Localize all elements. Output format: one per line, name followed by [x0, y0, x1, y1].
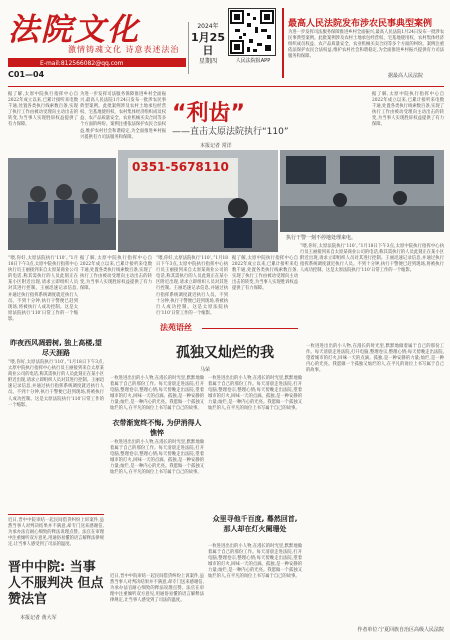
date-year: 2024年: [197, 23, 219, 30]
masthead-rule: [8, 86, 444, 87]
head-news-divider: [282, 8, 284, 78]
photo-caption: 执行干警一刻不停地处理来电。: [286, 235, 357, 241]
column-footer: 作者单位:宁夏回族自治区高级人民法院: [357, 627, 444, 633]
feature-title: “利齿”: [172, 101, 245, 126]
date-weekday: 星期四: [198, 58, 217, 65]
lower-rule: [8, 514, 104, 515]
feature-byline: 本报记者 常洋: [200, 143, 232, 149]
feature-section-heading-2: 衣带渐宽终不悔, 为伊消得人憔悴: [112, 419, 202, 437]
qr-code-icon[interactable]: [228, 8, 276, 56]
lower-title: 晋中中院: 当事人不服判决 但点赞法官: [8, 560, 104, 607]
head-news-title: 最高人民法院发布涉农民事典型案例: [288, 19, 433, 29]
feature-intro-2: 为进一步发挥司法服务保障推进乡村全面振兴,最高人民法院1月24日发布一批涉农民事典型案例。此批案例涉及农村土地承包经营权、宅基地使用权、农村集体经济组织成员权益、农产品质量安全、农业机械买卖合同等多个方面的纠纷。案例注重依法保护农民合法权益,维护农村社会和谐稳定,为全面推进乡村振兴提供有力司法服务和保障。: [80, 92, 166, 140]
photo-hotline: [118, 150, 278, 252]
column-tag-rule: [202, 328, 298, 329]
feature-body-mid: 据了解,太原中院执行指挥中心自2022年成立以来,已累计接听来电数千通,处置各类执行线索数百条,实现了执行工作由被动受理向主动出击的转变,为当事人实现胜诉权益提供了有力保障。: [80, 256, 152, 292]
column-title: 孤独又灿烂的我: [176, 345, 274, 361]
masthead-title: 法院文化: [8, 12, 140, 48]
masthead-email[interactable]: E-mail:812566082@qq.com: [40, 60, 124, 67]
feature-intro: 据了解,太原中院执行指挥中心自2022年成立以来,已累计接听来电数千通,处置各类执行线索数百条,实现了执行工作由被动受理向主动出击的转变,为当事人实现胜诉权益提供了有力保障。: [8, 92, 78, 128]
feature-body-mid-2: “喂,你好,太原法院执行‘110’。”1月18日下午3点,太原中院执行指挥中心执行员王丽接到来自太原某商业公司的电话,称其需执行的人员此刻正在某小区附近出现,请求立即组织人员对其进行控制。王丽迅速记录信息,并通过执行指挥系统调度就近执行人员。不到十分钟,执行干警便已赶到现场,将被执行人成功控制。这是太原法院执行‘110’日常工作的一个缩影。: [156, 256, 228, 316]
head-news-body: 为进一步发挥司法服务保障推进乡村全面振兴,最高人民法院1月24日发布一批涉农民事典型案例。此批案例涉及农村土地承包经营权、宅基地使用权、农村集体经济组织成员权益、农产品质量安全、农业机械买卖合同等多个方面的纠纷。案例注重依法保护农民合法权益,维护农村社会和谐稳定,为全面推进乡村振兴提供有力司法服务和保障。: [288, 30, 444, 60]
feature-subtitle: ——直击太原法院执行“110”: [172, 127, 289, 137]
column-body-1: 一枚进进出出的小人物,在漫长的时光里,默默地做着属于自己的那份工作。每天清晨走进法院,打开电脑,整理卷宗,整理心情;每天傍晚走出法院,望着城市的灯火,回味一天的点滴。孤独,是一种安静的力量;灿烂,是一种内心的光亮。我愿做一个孤独又灿烂的人,在平凡的岗位上书写属于自己的故事。: [110, 376, 204, 412]
photo-office: [280, 150, 444, 232]
feature-body-right: “喂,你好,太原法院执行‘110’。”1月18日下午3点,太原中院执行指挥中心执行员王丽接到来自太原某商业公司的电话,称其需执行的人员此刻正在某小区附近出现,请求立即组织人员对其进行控制。王丽迅速记录信息,并通过执行指挥系统调度就近执行人员。不到十分钟,执行干警便已赶到现场,将被执行人成功控制。这是太原法院执行‘110’日常工作的一个缩影。: [300, 244, 444, 274]
lower-body: 近日,晋中中院审结一起民间借贷纠纷上诉案件,虽然当事人对判决结果并不满意,却专门送来感谢信,为承办法官耐心细致的释法说理点赞。法官在审理中注重倾听双方意见,用通俗易懂的语言解释法律规定,让当事人感受到了司法的温度。: [110, 574, 204, 604]
masthead-slogan: 激情铸魂文化 诗意表述法治: [68, 45, 180, 54]
photo-phone-number: 0351-5678110: [132, 160, 229, 174]
column-tag: 法苑语丝: [160, 323, 192, 332]
column-body-4: 一枚进进出出的小人物,在漫长的时光里,默默地做着属于自己的那份工作。每天清晨走进法院,打开电脑,整理卷宗,整理心情;每天傍晚走出法院,望着城市的灯火,回味一天的点滴。孤独,是一种安静的力量;灿烂,是一种内心的光亮。我愿做一个孤独又灿烂的人,在平凡的岗位上书写属于自己的故事。: [208, 544, 302, 580]
column-byline: 马荣: [200, 367, 211, 373]
feature-body-mid-3: 据了解,太原中院执行指挥中心自2022年成立以来,已累计接听来电数千通,处置各类执行线索数百条,实现了执行工作由被动受理向主动出击的转变,为当事人实现胜诉权益提供了有力保障。: [232, 256, 298, 292]
column-body-2: 一枚进进出出的小人物,在漫长的时光里,默默地做着属于自己的那份工作。每天清晨走进法院,打开电脑,整理卷宗,整理心情;每天傍晚走出法院,望着城市的灯火,回味一天的点滴。孤独,是一种安静的力量;灿烂,是一种内心的光亮。我愿做一个孤独又灿烂的人,在平凡的岗位上书写属于自己的故事。: [110, 440, 204, 476]
lower-byline: 本报记者 黄大军: [20, 615, 57, 621]
feature-section-body-1: “喂,你好,太原法院执行‘110’。”1月18日下午3点,太原中院执行指挥中心执行员王丽接到来自太原某商业公司的电话,称其需执行的人员此刻正在某小区附近出现,请求立即组织人员对其进行控制。王丽迅速记录信息,并通过执行指挥系统调度就近执行人员。不到十分钟,执行干警便已赶到现场,将被执行人成功控制。这是太原法院执行‘110’日常工作的一个缩影。: [8, 360, 104, 408]
column-body-right: 一枚进进出出的小人物,在漫长的时光里,默默地做着属于自己的那份工作。每天清晨走进法院,打开电脑,整理卷宗,整理心情;每天傍晚走出法院,望着城市的灯火,回味一天的点滴。孤独,是一种安静的力量;灿烂,是一种内心的光亮。我愿做一个孤独又灿烂的人,在平凡的岗位上书写属于自己的故事。: [306, 344, 444, 374]
date-day: 1月25日: [191, 31, 225, 57]
date-box: [188, 22, 227, 74]
feature-intro-3: 据了解,太原中院执行指挥中心自2022年成立以来,已累计接听来电数千通,处置各类执行线索数百条,实现了执行工作由被动受理向主动出击的转变,为当事人实现胜诉权益提供了有力保障。: [372, 92, 444, 128]
column-body-3: 一枚进进出出的小人物,在漫长的时光里,默默地做着属于自己的那份工作。每天清晨走进法院,打开电脑,整理卷宗,整理心情;每天傍晚走出法院,望着城市的灯火,回味一天的点滴。孤独,是一种安静的力量;灿烂,是一种内心的光亮。我愿做一个孤独又灿烂的人,在平凡的岗位上书写属于自己的故事。: [208, 376, 302, 412]
feature-section-heading-3: 众里寻他千百度, 蓦然回首, 那人却在灯火阑珊处: [212, 515, 298, 533]
lower-lead: 近日,晋中中院审结一起民间借贷纠纷上诉案件,虽然当事人对判决结果并不满意,却专门送来感谢信,为承办法官耐心细致的释法说理点赞。法官在审理中注重倾听双方意见,用通俗易懂的语言解释法律规定,让当事人感受到了司法的温度。: [8, 518, 104, 548]
photo-team: [8, 158, 116, 250]
feature-section-heading-1: 昨夜西风凋碧树, 独上高楼,望尽天涯路: [10, 339, 102, 357]
feature-body-left: “喂,你好,太原法院执行‘110’。”1月18日下午3点,太原中院执行指挥中心执行员王丽接到来自太原某商业公司的电话,称其需执行的人员此刻正在某小区附近出现,请求立即组织人员对其进行控制。王丽迅速记录信息,并通过执行指挥系统调度就近执行人员。不到十分钟,执行干警便已赶到现场,将被执行人成功控制。这是太原法院执行‘110’日常工作的一个缩影。: [8, 256, 78, 322]
qr-label: 人民法院报APP: [235, 58, 271, 64]
edition-number: C01—04: [8, 70, 45, 79]
head-news-source: 据最高人民法院: [388, 73, 424, 79]
